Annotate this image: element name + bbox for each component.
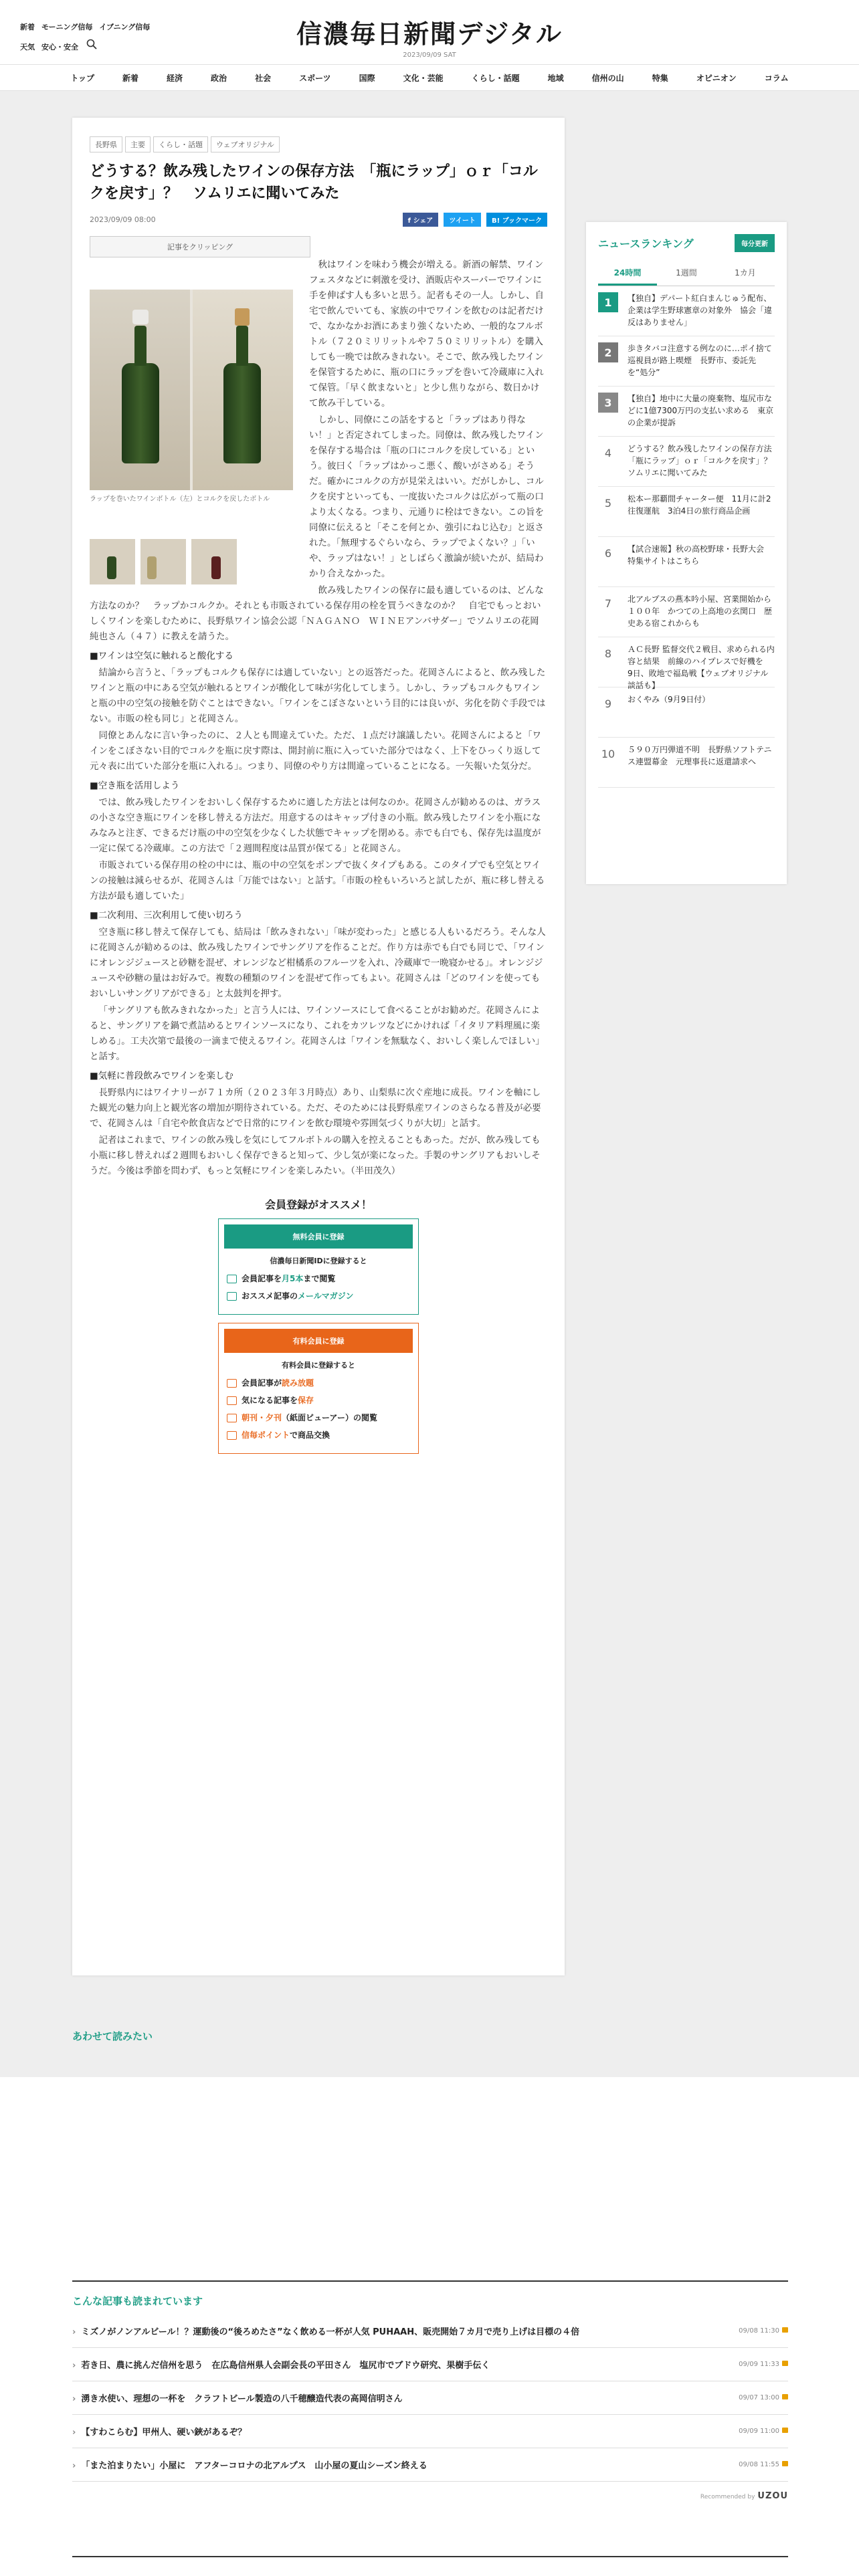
- ranking-headline: どうする？飲み残したワインの保存方法 「瓶にラップ」ｏｒ「コルクを戻す」？ ソムリエに聞いてみた: [628, 444, 780, 477]
- ranking-headline: 【独自】デパート紅白まんじゅう配布、企業は学生野球憲章の対象外 協会「違反はありません」: [628, 294, 773, 327]
- lock-icon: [782, 2361, 788, 2366]
- site-header: [0, 0, 859, 64]
- nav-link[interactable]: 経済: [167, 73, 183, 83]
- related-date: 09/07 13:00: [739, 2394, 788, 2401]
- related-article[interactable]: [72, 2448, 788, 2482]
- ranking-headline: 【試合速報】秋の高校野球・長野大会 特集サイトはこちら: [628, 544, 773, 566]
- news-ranking: [586, 222, 787, 884]
- article-title: どうする？飲み残したワインの保存方法 「瓶にラップ」ｏｒ「コルクを戻す」？ ソムリエに聞いてみた: [90, 163, 538, 202]
- lock-icon: [782, 2461, 788, 2466]
- rank-number: 7: [604, 597, 612, 610]
- footer-divider: [72, 2556, 788, 2557]
- paragraph: 長野県内にはワイナリーが７１カ所（２０２３年３月時点）あり、山梨県に次ぐ産地に成長。ワインを軸にした観光の魅力向上と観光客の増加が期待されている。ただ、そのためには長野県産ワインのさらなる普及が必要で、花岡さんは「自宅や飲食店などで日常的にワインを飲む環境や雰囲気づくりが大切」と話す。: [90, 1087, 541, 1129]
- rank-number: 3: [598, 393, 618, 413]
- clip-article-button[interactable]: [90, 236, 310, 257]
- free-member-box: [218, 1218, 419, 1315]
- paragraph: 飲み残したワインの保存に最も適しているのは、どんな方法なのか？ ラップかコルクか。それとも市販されている保存用の栓を買うべきなのか？ 自宅でもっとおいしくワインを楽しむために、長野県ワイン協会公認「ＮＡＧＡＮＯ ＷＩＮＥアンバサダー」でソムリエの花岡純也さん（４７）に教えを請うた。: [90, 585, 544, 642]
- ranking-item[interactable]: [598, 687, 775, 738]
- global-nav: [0, 64, 859, 91]
- utility-link[interactable]: 安心・安全: [41, 43, 78, 51]
- rank-number: 5: [604, 496, 612, 510]
- lock-icon: [782, 2327, 788, 2333]
- related-headline: › 「また泊まりたい」小屋に アフターコロナの北アルプス 山小屋の夏山シーズン終える: [72, 2458, 427, 2471]
- tab-1month[interactable]: 1カ月: [735, 268, 756, 278]
- thumbnail[interactable]: [191, 539, 237, 584]
- related-article[interactable]: [72, 2348, 788, 2381]
- subheading: ■気軽に普段飲みでワインを楽しむ: [90, 1071, 233, 1081]
- section-title: こんな記事も読まれています: [72, 2295, 203, 2307]
- ranking-item[interactable]: [598, 387, 775, 437]
- benefit-item: 気になる記事を保存: [224, 1392, 413, 1409]
- ranking-headline: 北アルプスの燕本吟小屋、宮業開始から１００年 かつての上高地の玄関口 歴史ある宿これからも: [628, 595, 773, 628]
- tab-24h[interactable]: 24時間: [598, 261, 657, 286]
- site-logo[interactable]: [0, 13, 859, 59]
- publish-time: 2023/09/09 08:00: [90, 215, 156, 224]
- related-articles: [72, 2280, 788, 2501]
- promo-heading: 会員登録がオススメ！: [265, 1198, 372, 1211]
- content-stage: [0, 91, 859, 2077]
- ranking-headline: 歩きタバコ注意する例なのに…ポイ捨て巡視員が路上喫煙 長野市、委託先を“処分”: [628, 344, 772, 377]
- paragraph: 秋はワインを味わう機会が増える。新酒の解禁、ワインフェスタなどに刺激を受け、酒販店やスーパーでワインに手を伸ばす人も多いと思う。記者もその一人。しかし、自宅で飲んでいても、家族の中でワインを飲むのは記者だけで、なかなかお酒にあまり強くないため、一般的なフルボトル（７２０ミリリットルや７５０ミリリットル）を購入しても一晩では飲みきれない。そこで、飲み残したワインを保管するために、瓶の口にラップを巻いて冷蔵庫に入れて保管。「早く飲まないと」と少し焦りながら、数日かけて飲み干している。: [309, 259, 544, 409]
- paragraph: 同僚とあんなに言い争ったのに、２人とも間違えていた。ただ、１点だけ譲議したい。花岡さんによると「ワインをこぼさない目的でコルクを瓶に戻す際は、開封前に瓶に入っていた部分ではなく、上下をひっくり返して元々表に出ていた部分を瓶に入れる」。つまり、同僚のやり方は間違っていることになる。一矢報いた気分だ。: [90, 730, 541, 772]
- related-date: 09/08 11:55: [739, 2461, 788, 2468]
- clip-label: 記事をクリッピング: [167, 243, 233, 251]
- article-figure: [90, 290, 293, 584]
- paid-lead: 有料会員に登録すると: [282, 1361, 355, 1370]
- thumbnail[interactable]: [90, 539, 135, 584]
- ranking-headline: おくやみ（9月9日付）: [628, 695, 710, 704]
- rank-number: 8: [604, 647, 612, 660]
- ranking-item[interactable]: [598, 437, 780, 487]
- photo-caption: ラップを巻いたワインボトル（左）とコルクを戻したボトル: [90, 496, 270, 503]
- ranking-item[interactable]: [598, 286, 775, 336]
- related-date: 09/09 11:00: [739, 2428, 788, 2435]
- ranking-tabs: [598, 261, 775, 286]
- benefit-item: 朝刊・夕刊（紙面ビューアー）の閲覧: [224, 1409, 413, 1426]
- utility-link[interactable]: モーニング信毎: [41, 23, 93, 31]
- recommend-credit: Recommended by UZOU: [700, 2491, 788, 2501]
- ranking-headline: ＡＣ長野 監督交代２戦目、求められる内容と結果 前線のハイプレスで好機を 9日、敗地で福島戦【ウェブオリジナル談話も】: [628, 645, 775, 690]
- category-tag[interactable]: くらし・話題: [153, 136, 208, 152]
- rank-number: 9: [604, 697, 612, 710]
- lock-icon: [782, 2394, 788, 2399]
- ranking-item[interactable]: [598, 738, 775, 788]
- related-headline: › ミズノがノンアルビール！？運動後の“後ろめたさ”なく飲める一杯が人気 PUHAAH、販売開始７カ月で売り上げは目標の４倍: [72, 2325, 579, 2337]
- paid-signup-button[interactable]: 有料会員に登録: [224, 1329, 413, 1353]
- related-headline: › 【すわこらむ】甲州人、硬い鋏があるぞ？: [72, 2425, 246, 2438]
- main-photo[interactable]: [90, 290, 293, 490]
- ranking-headline: 【独自】地中に大量の廃棄物、塩尻市などに1億7300万円の支払い求める 東京の企業が提訴: [628, 394, 774, 427]
- nav-link[interactable]: 社会: [255, 73, 272, 83]
- paragraph: 市販されている保存用の栓の中には、瓶の中の空気をポンプで抜くタイプもある。このタイプでも空気とワインの接触は減らせるが、花岡さんは「万能ではない」と話す。「市販の栓もいろいろと試したが、瓶に移し替える方法が最も適していた」: [90, 860, 545, 901]
- rank-number: 1: [598, 292, 618, 312]
- paid-member-box: [218, 1323, 419, 1454]
- subheading: ■空き瓶を活用しよう: [90, 780, 180, 791]
- nav-link[interactable]: オピニオン: [696, 73, 737, 83]
- hatena-bookmark-button[interactable]: B! ブックマーク: [486, 213, 547, 227]
- benefit-item: 会員記事を月5本まで閲覧: [224, 1270, 413, 1287]
- rank-number: 2: [598, 342, 618, 362]
- nav-link[interactable]: くらし・話題: [471, 73, 520, 83]
- photo-thumbnails: [90, 539, 293, 584]
- utility-link[interactable]: イブニング信毎: [99, 23, 151, 31]
- facebook-share-button[interactable]: f シェア: [403, 213, 439, 227]
- ranking-item[interactable]: [598, 487, 775, 537]
- benefit-item: 信毎ポイントで商品交換: [224, 1426, 413, 1444]
- nav-link[interactable]: 信州の山: [591, 73, 624, 83]
- paragraph: 「サングリアも飲みきれなかった」と言う人には、ワインソースにして食べることがお勧めだ。花岡さんによると、サングリアを鍋で煮詰めるとワインソースになり、これをカツレツなどにかければ「イタリア料理風に楽しめる」。工夫次第で最後の一滴まで使えるワイン。花岡さんは「ワインを無駄なく、おいしく楽しんでほしい」と話す。: [90, 1005, 545, 1062]
- paragraph: では、飲み残したワインをおいしく保存するために適した方法とは何なのか。花岡さんが勧めるのは、ガラスの小さな空き瓶にワインを移し替える方法だ。用意するのはキャップ付きの小瓶。飲み残したワインを小瓶になみなみと注ぎ、できるだけ瓶の中の空気を少なくした状態でキャップを閉める。赤でも白でも、保存先は温度が一定に保てる冷蔵庫。この方法で「２週間程度は品質が保てる」と花岡さん。: [90, 797, 541, 854]
- related-date: 09/08 11:30: [739, 2327, 788, 2335]
- ad-slot: [72, 2066, 788, 2247]
- recommended-section: [72, 2029, 153, 2043]
- nav-link[interactable]: 新着: [122, 73, 139, 83]
- related-headline: › 若き日、農に挑んだ信州を思う 在広島信州県人会副会長の平田さん 塩尻市でブドウ研究、果樹手伝く: [72, 2358, 490, 2371]
- header-date: 2023/09/09 SAT: [403, 51, 456, 59]
- ranking-item[interactable]: [598, 336, 775, 387]
- article-tags: [90, 136, 547, 152]
- article-card: [72, 118, 565, 1975]
- rank-number: 6: [604, 546, 612, 560]
- related-date: 09/09 11:33: [739, 2361, 788, 2368]
- member-signup-promo: [218, 1196, 419, 1454]
- free-signup-button[interactable]: 無料会員に登録: [224, 1224, 413, 1249]
- subheading: ■ワインは空気に触れると酸化する: [90, 651, 233, 661]
- rank-number: 10: [601, 747, 615, 760]
- nav-link[interactable]: 地域: [547, 73, 564, 83]
- brand-name: 信濃毎日新聞デジタル: [296, 19, 563, 49]
- ranking-update-badge: 毎分更新: [735, 234, 775, 252]
- thumbnail[interactable]: [140, 539, 186, 584]
- benefit-item: 会員記事が読み放題: [224, 1374, 413, 1392]
- category-tag[interactable]: ウェブオリジナル: [211, 136, 280, 152]
- nav-link[interactable]: 国際: [359, 73, 375, 83]
- rank-number: 4: [604, 446, 612, 459]
- utility-link[interactable]: 天気: [20, 43, 35, 51]
- benefit-item: おススメ記事のメールマガジン: [224, 1287, 413, 1305]
- subheading: ■二次利用、三次利用して使い切ろう: [90, 910, 243, 921]
- free-lead: 信濃毎日新聞IDに登録すると: [270, 1257, 367, 1265]
- nav-link[interactable]: トップ: [70, 73, 95, 83]
- lock-icon: [782, 2428, 788, 2433]
- paragraph: しかし、同僚にこの話をすると「ラップはあり得ない！」と否定されてしまった。同僚は、飲み残したワインを保存する場合は「瓶の口にコルクを戻している」という。彼曰く「ラップはかっこ悪く、酸いがさめる」そうだ。確かにコルクの方が見栄えはいい。だがしかし、コルクを戻すといっても、一度抜いたコルクは広がって瓶の口より太くなる。つまり、元通りに栓はできない。この旨を同僚に伝えると「そこを何とか、強引にねじ込む」と返された。「無理するぐらいなら、ラップでよくない？」「いや、ラップはない！」としばらく激論が続いたが、結局わかり合えなかった。: [309, 415, 544, 579]
- ranking-item[interactable]: [598, 637, 775, 690]
- ranking-item[interactable]: [598, 587, 775, 637]
- paragraph: 空き瓶に移し替えて保存しても、結局は「飲みきれない」「味が変わった」と感じる人もいるだろう。そんな人に花岡さんが勧めるのは、飲み残したワインでサングリアを作ることだ。作り方は赤でも白でも同じで、「ワインにオレンジジュースと砂糖を混ぜ、オレンジなど柑橘系のフルーツを入れ、冷蔵庫で一晩寝かせる」。オレンジジュースや砂糖の量はお好みで。複数の種類のワインを混ぜて作ってもよい。花岡さんは「どのワインを使ってもおいしいサングリアができる」と太鼓判を押す。: [90, 927, 546, 999]
- tab-1week[interactable]: 1週間: [676, 268, 697, 278]
- paragraph: 結論から言うと、「ラップもコルクも保存には適していない」との返答だった。花岡さんによると、飲み残したワインと瓶の中にある空気が触れるとワインが酸化して味が劣化してしまう。しかし、ラップもコルクもワインと瓶の中の空気の接触を防ぐことはできない。「ワインをこぼさないという目的には良いが、劣化を防ぐ手段ではない。市販の栓も同じ」と花岡さん。: [90, 667, 546, 724]
- share-buttons: [400, 213, 547, 227]
- related-headline: › 湧き水使い、理想の一杯を クラフトビール製造の八千穂醸造代表の高岡信明さん: [72, 2391, 403, 2404]
- ranking-item[interactable]: [598, 537, 775, 587]
- ranking-title: ニュースランキング: [598, 237, 694, 250]
- nav-link[interactable]: 文化・芸能: [403, 73, 444, 83]
- utility-link[interactable]: 新着: [20, 23, 35, 31]
- category-tag[interactable]: 長野県: [90, 136, 122, 152]
- ranking-headline: 松本ー那覇間チャーター便 11月に計2往復運航 3泊4日の旅行商品企画: [628, 494, 771, 516]
- nav-link[interactable]: 政治: [211, 73, 227, 83]
- nav-link[interactable]: コラム: [764, 73, 789, 83]
- section-title: あわせて読みたい: [72, 2030, 153, 2042]
- nav-link[interactable]: 特集: [652, 73, 668, 83]
- ranking-headline: ５９０万円弾道不明 長野県ソフトテニス連盟幕金 元理事長に返還請求へ: [628, 745, 772, 766]
- twitter-share-button[interactable]: ツイート: [444, 213, 481, 227]
- nav-link[interactable]: スポーツ: [299, 73, 331, 83]
- category-tag[interactable]: 主要: [125, 136, 151, 152]
- related-article[interactable]: [72, 2381, 788, 2415]
- related-article[interactable]: [72, 2415, 788, 2448]
- related-article[interactable]: [72, 2315, 788, 2348]
- paragraph: 記者はこれまで、ワインの飲み残しを気にしてフルボトルの購入を控えることもあった。だが、飲み残しても小瓶に移し替えれば２週間もおいしく保存できると知って、少し気が楽になった。手製のサングリアもおいしそうだ。今後は季節を問わず、もっと気軽にワインを楽しみたい。（半田茂久）: [90, 1135, 541, 1176]
